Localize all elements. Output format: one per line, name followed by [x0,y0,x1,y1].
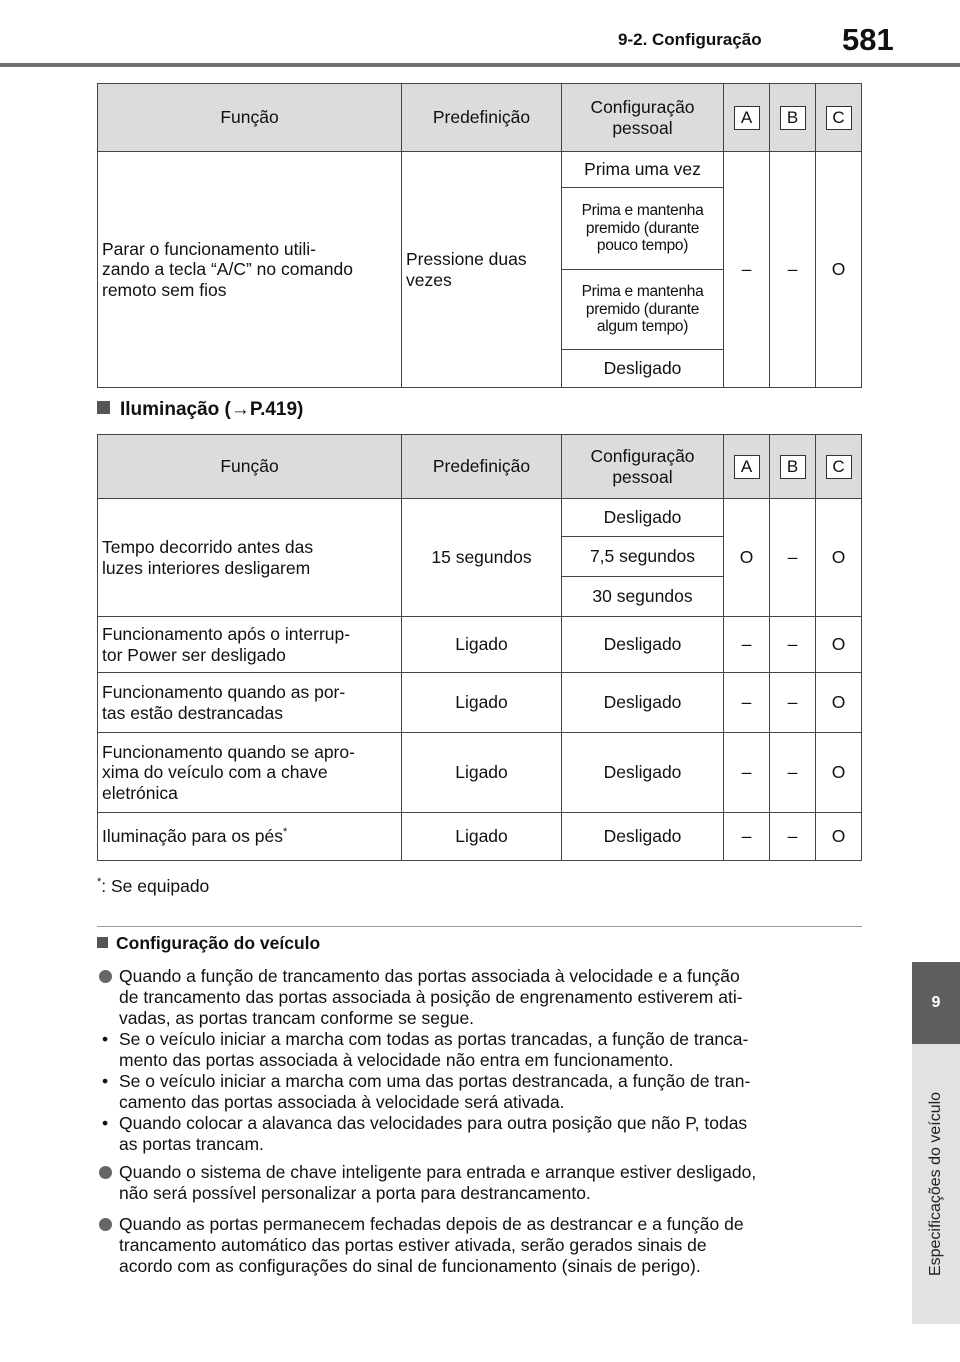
config-cell: Desligado [562,733,724,813]
table-row [98,673,862,733]
table-row [98,152,862,188]
option-cell: Desligado [562,350,724,388]
header-a [724,435,770,499]
predef-cell: Ligado [402,673,562,733]
a-cell: – [724,813,770,861]
b-cell: – [770,813,816,861]
circle-bullet-icon [99,1218,112,1231]
c-cell: O [816,617,862,673]
option-cell: Desligado [562,499,724,537]
square-bullet-icon [97,401,110,414]
funcao-cell: Funcionamento após o interrup- tor Power ser desligado [98,617,402,673]
note-paragraph-3: Quando as portas permanecem fechadas depois de as destrancar e a função de trancamento automático das portas estiver ativada, serão gerados sinais de acordo com as configurações do sinal de funcionamento (sinais de perigo). [97,1214,862,1277]
table-header-row [98,435,862,499]
header-predefinicao: Predefinição [402,84,562,152]
a-cell: – [724,152,770,388]
circle-bullet-icon [99,970,112,983]
c-cell: O [816,673,862,733]
footnote: *: Se equipado [97,876,210,896]
predef-cell: Ligado [402,813,562,861]
box-a: A [734,106,760,130]
square-bullet-icon [97,937,108,948]
header-configuracao: Configuração pessoal [562,435,724,499]
header-c [816,84,862,152]
notes-divider [97,926,862,927]
c-cell: O [816,813,862,861]
funcao-cell: Funcionamento quando se apro- xima do veículo com a chave eletrónica [98,733,402,813]
note-paragraph-2: Quando o sistema de chave inteligente para entrada e arranque estiver desligado, não será possível personalizar a porta para destrancamento. [97,1162,862,1204]
header-c [816,435,862,499]
circle-bullet-icon [99,1166,112,1179]
a-cell: – [724,733,770,813]
table-header-row [98,84,862,152]
header-b [770,435,816,499]
section-heading-iluminacao: Iluminação (→P.419) [97,399,303,421]
header-configuracao: Configuração pessoal [562,84,724,152]
b-cell: – [770,152,816,388]
option-cell: Prima uma vez [562,152,724,188]
list-item: • Se o veículo iniciar a marcha com todas as portas trancadas, a função de tranca- mento das portas associada à velocidade não entra em funcionamento. [102,1029,749,1070]
predef-cell: Pressione duas vezes [402,152,562,388]
header-funcao: Função [98,435,402,499]
section-title: 9-2. Configuração [618,30,762,49]
notes-title: Configuração do veículo [97,933,320,954]
option-cell: 7,5 segundos [562,537,724,577]
box-b: B [780,455,806,479]
header-a [724,84,770,152]
predef-cell: Ligado [402,733,562,813]
c-cell: O [816,152,862,388]
table-row [98,733,862,813]
table-row [98,617,862,673]
chapter-label: Especificações do veículo [927,1091,944,1277]
config-cell: Desligado [562,617,724,673]
box-c: C [826,455,852,479]
footnote-mark: * [282,826,288,839]
box-a: A [734,455,760,479]
chapter-tab: 9 [912,962,960,1044]
header-rule [0,63,960,67]
b-cell: – [770,673,816,733]
page-number: 581 [842,22,894,57]
predef-cell: 15 segundos [402,499,562,617]
a-cell: – [724,673,770,733]
option-cell: Prima e mantenha premido (durante pouco tempo) [562,188,724,270]
header-funcao: Função [98,84,402,152]
header-predefinicao: Predefinição [402,435,562,499]
list-item: • Quando colocar a alavanca das velocidades para outra posição que não P, todas as portas trancam. [102,1113,748,1154]
note-paragraph-1: Quando a função de trancamento das portas associada à velocidade e a função de trancamento das portas associada à posição de engrenamento estiverem ati- vadas, as portas trancam conforme se segue. • Se o veículo iniciar a marcha com todas as portas trancadas, a função de tranca- mento das portas associada à velocidade não entra em funcionamento. • Se o veículo iniciar a marcha com uma das portas destrancada, a função de tran- camento das portas associada à velocidade será ativada. • Quando colocar a alavanca das velocidades para outra posição que não P, todas as portas trancam. [97,966,862,1155]
box-b: B [780,106,806,130]
b-cell: – [770,499,816,617]
header-b [770,84,816,152]
table-row [98,813,862,861]
config-cell: Desligado [562,813,724,861]
option-cell: Prima e mantenha premido (durante algum tempo) [562,270,724,350]
a-cell: O [724,499,770,617]
funcao-cell: Funcionamento quando as por- tas estão destrancadas [98,673,402,733]
b-cell: – [770,617,816,673]
funcao-cell: Tempo decorrido antes das luzes interiores desligarem [98,499,402,617]
config-cell: Desligado [562,673,724,733]
option-cell: 30 segundos [562,577,724,617]
c-cell: O [816,733,862,813]
funcao-cell: Parar o funcionamento utili- zando a tecla “A/C” no comando remoto sem fios [98,152,402,388]
c-cell: O [816,499,862,617]
b-cell: – [770,733,816,813]
funcao-cell: Iluminação para os pés* [98,813,402,861]
table-iluminacao [97,434,862,861]
table-row [98,499,862,537]
list-item: • Se o veículo iniciar a marcha com uma das portas destrancada, a função de tran- camento das portas associada à velocidade será ativada. [102,1071,751,1112]
predef-cell: Ligado [402,617,562,673]
box-c: C [826,106,852,130]
a-cell: – [724,617,770,673]
table-ac-remote [97,83,862,388]
